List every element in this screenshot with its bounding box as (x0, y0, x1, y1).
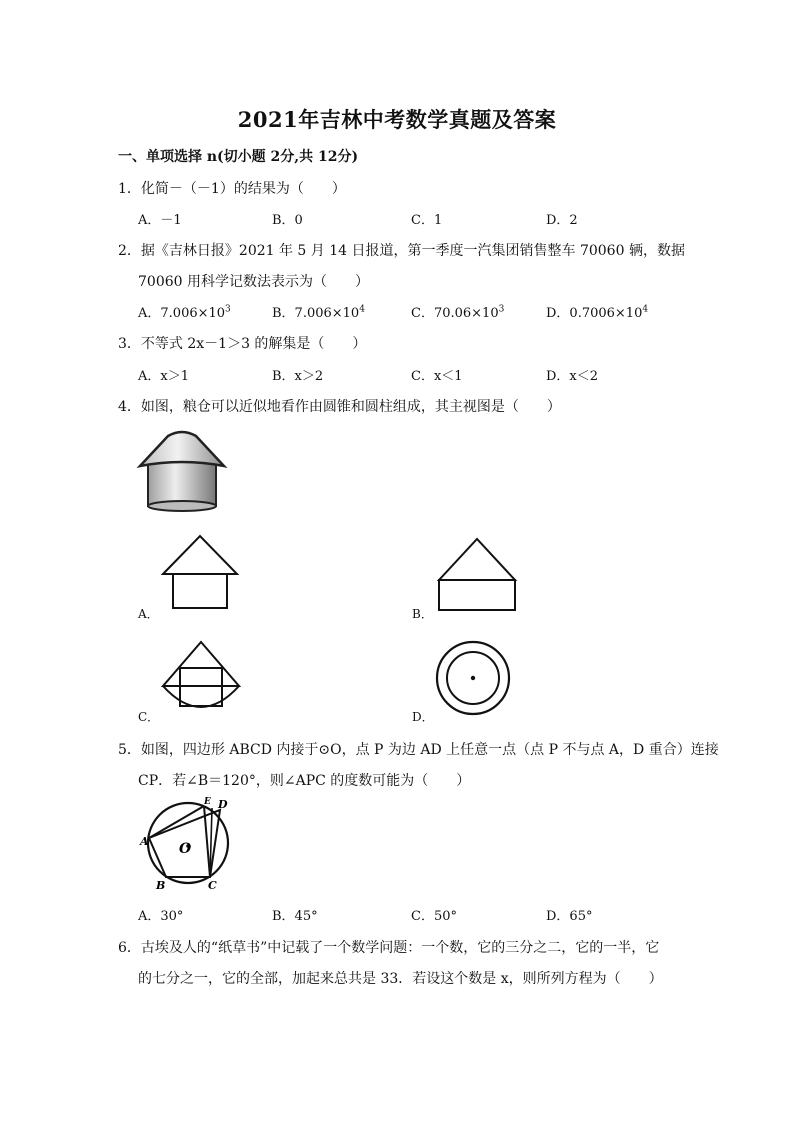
question-2-line-2: 70060 用科学记数法表示为（ ） (138, 274, 369, 290)
q3-option-c: C．x＜1 (411, 369, 463, 384)
point-d-label: D (218, 798, 228, 811)
q4-option-b-label: B． (412, 607, 433, 621)
q5-circle-figure (138, 798, 238, 890)
q4-option-c-label: C． (138, 710, 160, 724)
question-5-line-2: CP．若∠B＝120°，则∠APC 的度数可能为（ ） (138, 773, 471, 789)
q2-option-c: C．$70.06\times 10^3$ (411, 304, 505, 321)
q3-option-d: D．x＜2 (546, 369, 599, 384)
q2-option-a: A．$7.006\times 10^3$ (138, 304, 231, 321)
point-c-label: C (208, 879, 217, 892)
q5-option-a: A．30° (138, 909, 184, 924)
q4-option-d-figure (433, 638, 513, 718)
point-e-label: E (204, 797, 211, 807)
section-heading: 一、单项选择 n(切小题 2分,共 12分) (118, 149, 359, 165)
q5-option-b: B．45° (272, 909, 318, 924)
q4-option-c-figure (160, 638, 242, 714)
center-o-label: O (179, 841, 192, 857)
question-1-stem: 1．化简－（－1）的结果为（ ） (118, 181, 346, 197)
point-a-label: A (140, 835, 149, 848)
q3-option-b: B．x＞2 (272, 369, 324, 384)
question-4-stem: 4．如图，粮仓可以近似地看作由圆锥和圆柱组成，其主视图是（ ） (118, 399, 561, 415)
question-2-line-1: 2．据《吉林日报》2021 年 5 月 14 日报道，第一季度一汽集团销售整车 70060 辆，数据 (118, 243, 685, 259)
page-title: 2021年吉林中考数学真题及答案 (237, 107, 557, 132)
q4-option-d-label: D． (412, 710, 434, 724)
q1-option-a: A．－1 (138, 213, 182, 228)
q5-option-d: D．65° (546, 909, 593, 924)
question-3-stem: 3．不等式 2x－1＞3 的解集是（ ） (118, 336, 367, 352)
q3-option-a: A．x＞1 (138, 369, 189, 384)
question-6-line-1: 6．古埃及人的“纸草书”中记载了一个数学问题：一个数，它的三分之二，它的一半，它 (118, 940, 660, 956)
q5-option-c: C．50° (411, 909, 457, 924)
point-b-label: B (156, 879, 166, 892)
q1-option-c: C．1 (411, 213, 443, 228)
q4-option-a-label: A． (138, 607, 159, 621)
question-5-line-1: 5．如图，四边形 ABCD 内接于⊙O，点 P 为边 AD 上任意一点（点 P 不与点 A，D 重合）连接 (118, 742, 719, 758)
q4-option-a-figure (160, 533, 240, 611)
q4-option-b-figure (436, 536, 518, 612)
q1-option-d: D．2 (546, 213, 578, 228)
granary-figure (138, 430, 228, 512)
q2-option-b: B．$7.006\times 10^4$ (272, 304, 365, 321)
question-6-line-2: 的七分之一，它的全部，加起来总共是 33．若设这个数是 x，则所列方程为（ ） (138, 971, 663, 987)
q1-option-b: B．0 (272, 213, 303, 228)
q2-option-d: D．$0.7006\times 10^4$ (546, 304, 649, 321)
